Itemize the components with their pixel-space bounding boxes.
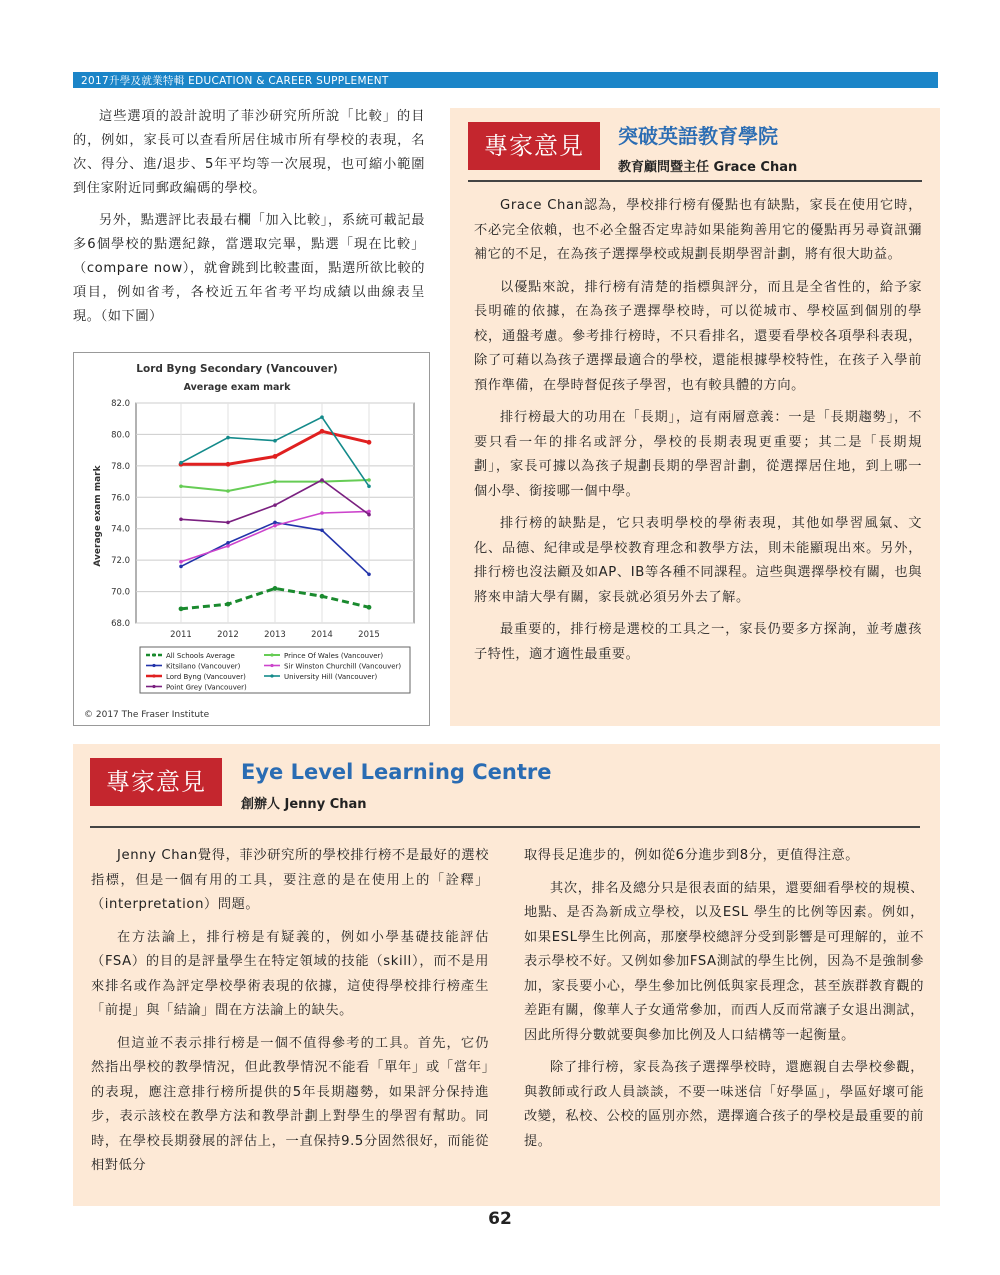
panel-paragraph: 其次，排名及總分只是很表面的結果，還要細看學校的規模、地點、是否為新成立學校，以及ESL 學生的比例等因素。例如，如果ESL學生比例高，那麼學校總評分受到影響是可理解的，並不表示學校不好。又例如參加FSA測試的學生比例，因為不是強制參加，家長要小心，學生參加比例低與家長理念，甚至族群教育觀的差距有關，像華人子女通常參加，而西人反而常讓子女退出測試，因此所得分數就要與參加比例及人口結構等一起衡量。 (524, 880, 924, 1043)
x-tick-label: 2015 (358, 630, 380, 640)
y-tick-label: 78.0 (111, 461, 130, 472)
data-point (273, 480, 277, 484)
data-point (179, 461, 183, 465)
data-point (367, 478, 371, 482)
legend-marker (152, 664, 155, 667)
panel-divider (468, 180, 922, 182)
panel-subtitle: 教育顧問暨主任 Grace Chan (618, 160, 798, 175)
chart-legend (140, 647, 410, 693)
y-tick-label: 68.0 (111, 619, 130, 629)
panel-paragraph: 排行榜的缺點是，它只表明學校的學術表現，其他如學習風氣、文化、品德、紀律或是學校教育理念和教學方法，則未能顯現出來。另外，排行榜也沒法顧及如AP、IB等各種不同課程。這些與選擇學校有關，也與將來申請大學有關，家長就必須另外去了解。 (474, 516, 922, 605)
data-point (179, 565, 183, 569)
data-point (367, 605, 372, 610)
legend-label: Prince Of Wales (Vancouver) (284, 652, 384, 660)
data-point (273, 521, 277, 525)
panel-body-right (524, 844, 924, 1162)
legend-marker (270, 653, 273, 656)
x-tick-label: 2013 (264, 630, 286, 640)
chart-copyright: © 2017 The Fraser Institute (84, 710, 210, 720)
panel-paragraph: 最重要的，排行榜是選校的工具之一，家長仍要多方探詢，並考慮孩子特性，適才適性最重要。 (474, 622, 922, 662)
data-point (179, 517, 183, 521)
data-point (367, 513, 371, 517)
panel-paragraph: 排行榜最大的功用在「長期」，這有兩層意義：一是「長期趨勢」，不要只看一年的排名或評分，學校的長期表現更重要；其二是「長期規劃」，家長可據以為孩子規劃長期的學習計劃，從選擇居住地，到上哪一個小學、銜接哪一個中學。 (474, 410, 922, 499)
y-tick-label: 74.0 (111, 524, 130, 535)
legend-label: University Hill (Vancouver) (284, 673, 378, 681)
panel-subtitle: 創辦人 Jenny Chan (241, 797, 367, 812)
data-point (179, 606, 184, 611)
x-tick-label: 2014 (311, 630, 333, 640)
data-point (320, 415, 324, 419)
panel-paragraph: Jenny Chan覺得，菲沙研究所的學校排行榜不是最好的選校指標，但是一個有用的工具，要注意的是在使用上的「詮釋」（interpretation）問題。 (91, 848, 489, 912)
data-point (273, 586, 278, 591)
chart-subtitle: Average exam mark (183, 382, 291, 393)
panel-title: 突破英語教育學院 (618, 124, 778, 148)
data-point (320, 528, 324, 532)
supplement-header-bar (73, 72, 938, 88)
y-tick-label: 82.0 (111, 399, 130, 409)
chart-title: Lord Byng Secondary (Vancouver) (136, 363, 338, 375)
panel-paragraph: 以優點來說，排行榜有清楚的指標與評分，而且是全省性的，給予家長明確的依據，在為孩子選擇學校時，可以從城市、學校區到個別的學校，通盤考慮。參考排行榜時，不只看排名，還要看學校各項學科表現，除了可藉以為孩子選擇最適合的學校，還能根據學校特性，在孩子入學前預作準備，在學時督促孩子學習，也有較具體的方向。 (474, 279, 922, 393)
data-point (320, 511, 324, 515)
legend-marker (152, 685, 155, 688)
data-point (226, 462, 231, 467)
legend-marker (152, 653, 155, 656)
data-point (367, 440, 372, 445)
expert-opinion-badge: 專家意見 (90, 758, 222, 806)
expert-opinion-panel-jenny (73, 744, 940, 1206)
panel-body (474, 194, 922, 675)
supplement-header-title: 2017升學及就業特輯 EDUCATION & CAREER SUPPLEMENT (81, 75, 389, 87)
panel-paragraph: 取得長足進步的，例如從6分進步到8分，更值得注意。 (524, 848, 860, 863)
data-point (179, 484, 183, 488)
data-point (273, 524, 277, 528)
data-point (320, 429, 325, 434)
legend-marker (152, 674, 155, 677)
left-paragraph: 另外，點選評比表最右欄「加入比較」，系統可載記最多6個學校的點選紀錄，當選取完畢，點選「現在比較」（compare now），就會跳到比較畫面，點選所欲比較的項目，例如省考，各校近五年省考平均成績以曲線表呈現。（如下圖） (73, 213, 425, 324)
expert-opinion-panel-grace (450, 108, 940, 726)
data-point (226, 436, 230, 440)
y-tick-label: 76.0 (111, 493, 130, 504)
data-point (273, 454, 278, 459)
data-point (226, 489, 230, 493)
left-paragraph: 這些選項的設計說明了菲沙研究所所說「比較」的目的，例如，家長可以查看所居住城市所有學校的表現，名次、得分、進/退步、5年平均等一次展現，也可縮小範圍到住家附近同郵政編碼的學校。 (73, 109, 425, 196)
legend-label: Kitsilano (Vancouver) (166, 662, 241, 671)
legend-label: Sir Winston Churchill (Vancouver) (284, 662, 402, 671)
left-column-text (73, 105, 425, 337)
exam-mark-chart (73, 352, 430, 726)
panel-paragraph: 但這並不表示排行榜是一個不值得參考的工具。首先，它仍然指出學校的教學情況，但此教學情況不能看「單年」或「當年」的表現，應注意排行榜所提供的5年長期趨勢，如果評分保持進步，表示該校在教學方法和教學計劃上對學生的學習有幫助。同時，在學校長期發展的評估上，一直保持9.5分固然很好，而能從相對低分 (91, 1035, 489, 1173)
data-point (320, 478, 324, 482)
legend-label: Point Grey (Vancouver) (166, 683, 247, 692)
data-point (367, 572, 371, 576)
data-point (179, 560, 183, 564)
panel-paragraph: 除了排行榜，家長為孩子選擇學校時，還應親自去學校參觀，與教師或行政人員談談，不要一味迷信「好學區」，學區好壞可能改變，私校、公校的區別亦然，選擇適合孩子的學校是最重要的前提。 (524, 1060, 924, 1149)
panel-divider (90, 826, 920, 828)
expert-opinion-badge: 專家意見 (468, 122, 600, 170)
data-point (226, 544, 230, 548)
x-tick-label: 2012 (217, 630, 239, 640)
data-point (320, 594, 325, 599)
exam-mark-chart-svg (74, 353, 429, 725)
y-tick-label: 70.0 (111, 587, 130, 598)
data-point (273, 503, 277, 507)
data-point (226, 602, 231, 607)
panel-body-left (91, 844, 489, 1187)
data-point (226, 541, 230, 545)
data-point (367, 484, 371, 488)
page-number: 62 (488, 1209, 512, 1229)
y-tick-label: 72.0 (111, 556, 130, 567)
y-tick-label: 80.0 (111, 430, 130, 441)
legend-marker (270, 674, 273, 677)
data-point (226, 521, 230, 525)
legend-label: All Schools Average (166, 652, 235, 660)
chart-y-axis-label: Average exam mark (93, 465, 103, 567)
x-tick-label: 2011 (170, 630, 192, 640)
legend-label: Lord Byng (Vancouver) (166, 673, 246, 681)
plot-layer (111, 399, 414, 640)
data-point (273, 439, 277, 443)
panel-paragraph: Grace Chan認為，學校排行榜有優點也有缺點，家長在使用它時，不必完全依賴，也不必全盤否定卑詩如果能夠善用它的優點再另尋資訊彌補它的不足，在為孩子選擇學校或規劃長期學習計劃，將有很大助益。 (474, 198, 922, 262)
panel-title: Eye Level Learning Centre (241, 760, 552, 784)
panel-paragraph: 在方法論上，排行榜是有疑義的，例如小學基礎技能評估（FSA）的目的是評量學生在特定領域的技能（skill），而不是用來排名或作為評定學校學術表現的依據，這使得學校排行榜產生「前提」與「結論」間在方法論上的缺失。 (91, 929, 489, 1018)
legend-marker (270, 664, 273, 667)
